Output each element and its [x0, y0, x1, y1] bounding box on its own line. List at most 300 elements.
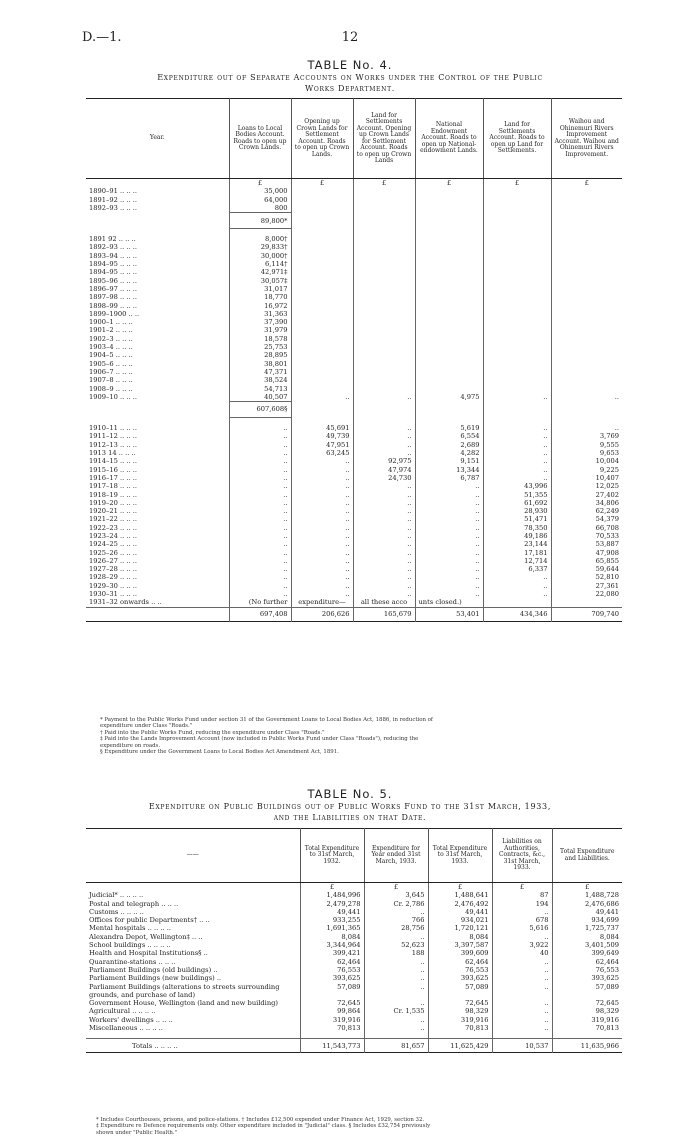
- empty-cell: [291, 326, 353, 334]
- value-cell: ..: [353, 524, 415, 532]
- value-cell: 43,996: [483, 482, 551, 490]
- value-cell: 47,371: [229, 368, 291, 376]
- year-cell: 1921–22 .. .. ..: [89, 515, 138, 524]
- empty-cell: [551, 243, 622, 251]
- value-cell: 62,249: [551, 507, 622, 515]
- table4-col-year: Year.: [86, 99, 229, 179]
- value-cell: 66,708: [551, 524, 622, 532]
- value-cell: 9,151: [415, 457, 483, 465]
- value-cell: ..: [415, 540, 483, 548]
- empty-cell: [483, 252, 551, 260]
- empty-cell: [353, 235, 415, 243]
- empty-cell: [415, 213, 483, 229]
- value-cell: 2,476,492: [428, 900, 492, 908]
- value-cell: 188: [364, 949, 428, 957]
- empty-cell: [353, 351, 415, 359]
- value-cell: 6,554: [415, 432, 483, 440]
- value-cell: ..: [364, 983, 428, 1000]
- value-cell: ..: [551, 424, 622, 432]
- empty-cell: [483, 376, 551, 384]
- table-row: [86, 908, 622, 916]
- value-cell: ..: [415, 491, 483, 499]
- value-cell: ..: [229, 491, 291, 499]
- year-cell: 1920–21 .. .. ..: [89, 507, 138, 516]
- label-cell: Parliament Buildings (alterations to streets surrounding grounds, and purchase of land): [89, 982, 280, 999]
- empty-cell: [291, 204, 353, 213]
- empty-cell: [551, 368, 622, 376]
- value-cell: 34,806: [551, 499, 622, 507]
- footnote: shown under "Public Health.": [96, 1129, 178, 1136]
- year-cell: 1922–23 .. .. ..: [89, 523, 138, 532]
- value-cell: 28,756: [364, 924, 428, 932]
- total-cell: 709,740: [551, 607, 622, 621]
- value-cell: ..: [483, 474, 551, 482]
- table5-col-2: Expenditure for Year ended 31st March, 1933.: [364, 829, 428, 883]
- currency-symbol: £: [492, 883, 552, 892]
- year-cell: 1890–91 .. .. ..: [89, 187, 138, 196]
- total-cell: 11,625,429: [428, 1039, 492, 1053]
- value-cell: ..: [291, 540, 353, 548]
- value-cell: 28,895: [229, 351, 291, 359]
- value-cell: ..: [229, 507, 291, 515]
- empty-cell: [483, 196, 551, 204]
- empty-cell: [353, 285, 415, 293]
- empty-cell: [291, 268, 353, 276]
- value-cell: 2,689: [415, 441, 483, 449]
- label-cell: Quarantine-stations .. .. ..: [89, 957, 176, 966]
- value-cell: ..: [415, 532, 483, 540]
- table5-header-row: [86, 829, 622, 883]
- empty-cell: [483, 268, 551, 276]
- empty-cell: [291, 252, 353, 260]
- value-cell: ..: [229, 540, 291, 548]
- value-cell: Cr. 1,535: [364, 1007, 428, 1015]
- value-cell: ..: [492, 908, 552, 916]
- table-row: [86, 573, 622, 581]
- value-cell: 3,401,509: [552, 941, 622, 949]
- empty-cell: [415, 360, 483, 368]
- value-cell: [483, 598, 551, 607]
- table-row: [86, 243, 622, 251]
- empty-cell: [415, 187, 483, 195]
- value-cell: ..: [483, 449, 551, 457]
- value-cell: 49,441: [300, 908, 364, 916]
- value-cell: ..: [483, 582, 551, 590]
- value-cell: 934,021: [428, 916, 492, 924]
- table-row: [86, 277, 622, 285]
- value-cell: ..: [364, 933, 428, 941]
- value-cell: ..: [353, 424, 415, 432]
- empty-cell: [551, 318, 622, 326]
- value-cell: ..: [364, 1016, 428, 1024]
- table4-col-3: Land for Settlements Account. Opening up Crown Lands for Settlement Account. Roads to open up Crown Lands: [353, 99, 415, 179]
- value-cell: ..: [483, 393, 551, 402]
- value-cell: 98,329: [428, 1007, 492, 1015]
- empty-cell: [415, 385, 483, 393]
- value-cell: 49,441: [428, 908, 492, 916]
- empty-cell: [483, 360, 551, 368]
- table-row: [86, 466, 622, 474]
- total-cell: 434,346: [483, 607, 551, 621]
- empty-cell: [353, 277, 415, 285]
- empty-cell: [415, 343, 483, 351]
- label-cell: Health and Hospital Institutions§ ..: [89, 949, 208, 958]
- value-cell: ..: [415, 507, 483, 515]
- value-cell: 42,971‡: [229, 268, 291, 276]
- value-cell: Cr. 2,786: [364, 900, 428, 908]
- table5-col-4: Liabilities on Authorities, Contracts, &c., 31st March, 1933.: [492, 829, 552, 883]
- footnote: ‡ Expenditure re Defence requirements only. Other expenditure included in "Judicial" class. § Includes £32,754 previously: [96, 1123, 431, 1130]
- table-row: [86, 235, 622, 243]
- empty-cell: [415, 368, 483, 376]
- value-cell: ..: [353, 491, 415, 499]
- table-row: [86, 1016, 622, 1024]
- currency-symbol: £: [415, 179, 483, 188]
- table4-header-row: [86, 99, 622, 179]
- empty-cell: [353, 318, 415, 326]
- year-cell: 1918–19 .. .. ..: [89, 490, 138, 499]
- empty-cell: [551, 277, 622, 285]
- empty-cell: [353, 293, 415, 301]
- value-cell: 8,084: [428, 933, 492, 941]
- value-cell: ..: [229, 565, 291, 573]
- empty-cell: [415, 302, 483, 310]
- empty-cell: [551, 293, 622, 301]
- empty-cell: [291, 368, 353, 376]
- table5-col-5: Total Expenditure and Liabilities.: [552, 829, 622, 883]
- empty-cell: [353, 243, 415, 251]
- table-row: [86, 196, 622, 204]
- empty-cell: [483, 204, 551, 213]
- subtotal-cell: 89,800*: [229, 213, 291, 229]
- value-cell: 9,225: [551, 466, 622, 474]
- value-cell: ..: [229, 457, 291, 465]
- value-cell: ..: [229, 441, 291, 449]
- table4-footnotes: [100, 717, 433, 755]
- year-cell: 1897–98 .. .. ..: [89, 293, 138, 302]
- table5: [86, 828, 622, 1053]
- footnote: expenditure on roads.: [100, 742, 161, 749]
- value-cell: 399,609: [428, 949, 492, 957]
- empty-cell: [551, 343, 622, 351]
- table4-subtitle-1: Expenditure out of Separate Accounts on Works under the Control of the Public: [157, 73, 543, 82]
- total-cell: 53,401: [415, 607, 483, 621]
- value-cell: ..: [291, 393, 353, 402]
- value-cell: 61,692: [483, 499, 551, 507]
- year-cell: 1892–93 .. .. ..: [89, 204, 138, 213]
- value-cell: ..: [492, 1007, 552, 1015]
- value-cell: ..: [483, 573, 551, 581]
- table-row: [86, 335, 622, 343]
- empty-cell: [291, 360, 353, 368]
- empty-cell: [551, 187, 622, 195]
- empty-cell: [291, 376, 353, 384]
- value-cell: 38,524: [229, 376, 291, 384]
- empty-cell: [415, 252, 483, 260]
- total-cell: 81,657: [364, 1039, 428, 1053]
- total-cell: 10,537: [492, 1039, 552, 1053]
- value-cell: 2,476,686: [552, 900, 622, 908]
- value-cell: 37,390: [229, 318, 291, 326]
- table-row: [86, 368, 622, 376]
- table-row: [86, 524, 622, 532]
- table-row: [86, 260, 622, 268]
- table-row: [86, 424, 622, 432]
- value-cell: 399,649: [552, 949, 622, 957]
- footnote: § Expenditure under the Government Loans to Local Bodies Act Amendment Act, 1891.: [100, 749, 339, 756]
- table-row: [86, 268, 622, 276]
- label-cell: Miscellaneous .. .. .. ..: [89, 1024, 163, 1033]
- table-row: [86, 1007, 622, 1015]
- value-cell: 76,553: [300, 966, 364, 974]
- value-cell: 38,801: [229, 360, 291, 368]
- value-cell: 934,699: [552, 916, 622, 924]
- empty-cell: [291, 196, 353, 204]
- label-cell: Workers' dwellings .. .. ..: [89, 1015, 173, 1024]
- value-cell: ..: [353, 590, 415, 598]
- empty-cell: [353, 268, 415, 276]
- value-cell: ..: [353, 482, 415, 490]
- value-cell: 8,084: [300, 933, 364, 941]
- value-cell: 8,000†: [229, 235, 291, 243]
- table-row: [86, 351, 622, 359]
- empty-cell: [415, 351, 483, 359]
- currency-symbol: £: [551, 179, 622, 188]
- year-cell: 1923–24 .. .. ..: [89, 531, 138, 540]
- value-cell: 3,769: [551, 432, 622, 440]
- empty-cell: [483, 187, 551, 195]
- empty-cell: [483, 243, 551, 251]
- year-cell: 1929–30 .. .. ..: [89, 581, 138, 590]
- value-cell: ..: [353, 540, 415, 548]
- table-row: [86, 515, 622, 523]
- value-cell: ..: [364, 974, 428, 982]
- table5-footnotes: [96, 1117, 430, 1136]
- empty-cell: [291, 351, 353, 359]
- value-cell: 319,916: [552, 1016, 622, 1024]
- table-row: [86, 590, 622, 598]
- year-cell: 1910–11 .. .. ..: [89, 424, 138, 433]
- value-cell: 1,691,365: [300, 924, 364, 932]
- value-cell: 51,355: [483, 491, 551, 499]
- empty-cell: [86, 402, 229, 418]
- year-cell: 1911–12 .. .. ..: [89, 432, 138, 441]
- value-cell: 8,084: [552, 933, 622, 941]
- value-cell: 12,025: [551, 482, 622, 490]
- empty-cell: [353, 402, 415, 418]
- empty-cell: [291, 293, 353, 301]
- empty-cell: [353, 187, 415, 195]
- value-cell: 18,578: [229, 335, 291, 343]
- table4: [86, 98, 622, 622]
- table5-col-label: ——: [86, 829, 300, 883]
- value-cell: ..: [291, 515, 353, 523]
- table4-subtitle-2: Works Department.: [304, 84, 396, 93]
- empty-cell: [551, 260, 622, 268]
- value-cell: ..: [492, 983, 552, 1000]
- value-cell: 27,402: [551, 491, 622, 499]
- year-cell: 1912–13 .. .. ..: [89, 440, 138, 449]
- empty-cell: [483, 293, 551, 301]
- value-cell: 319,916: [428, 1016, 492, 1024]
- currency-symbol: £: [353, 179, 415, 188]
- table-row: [86, 941, 622, 949]
- value-cell: ..: [291, 557, 353, 565]
- value-cell: 678: [492, 916, 552, 924]
- value-cell: ..: [229, 590, 291, 598]
- empty-cell: [551, 268, 622, 276]
- value-cell: 766: [364, 916, 428, 924]
- empty-cell: [291, 243, 353, 251]
- value-cell: 72,645: [300, 999, 364, 1007]
- value-cell: ..: [229, 582, 291, 590]
- value-cell: 194: [492, 900, 552, 908]
- table-row: [86, 310, 622, 318]
- label-cell: Postal and telegraph .. .. ..: [89, 899, 179, 908]
- year-cell: 1899–1900 .. ..: [89, 309, 140, 318]
- value-cell: 59,644: [551, 565, 622, 573]
- value-cell: ..: [291, 491, 353, 499]
- value-cell: ..: [483, 457, 551, 465]
- empty-cell: [415, 326, 483, 334]
- empty-cell: [551, 360, 622, 368]
- value-cell: ..: [364, 908, 428, 916]
- value-cell: 63,245: [291, 449, 353, 457]
- table-row: [86, 302, 622, 310]
- currency-row: [86, 179, 622, 188]
- label-cell: Customs .. .. .. ..: [89, 907, 144, 916]
- value-cell: ..: [229, 482, 291, 490]
- value-cell: 40: [492, 949, 552, 957]
- currency-row: [86, 883, 622, 892]
- value-cell: ..: [291, 507, 353, 515]
- empty-cell: [415, 285, 483, 293]
- year-cell: 1925–26 .. .. ..: [89, 548, 138, 557]
- empty-cell: [291, 277, 353, 285]
- empty-cell: [415, 235, 483, 243]
- table-row: [86, 958, 622, 966]
- value-cell: 52,810: [551, 573, 622, 581]
- value-cell: ..: [483, 590, 551, 598]
- empty-cell: [415, 376, 483, 384]
- value-cell: 13,344: [415, 466, 483, 474]
- value-cell: ..: [492, 974, 552, 982]
- empty-cell: [551, 310, 622, 318]
- empty-cell: [415, 293, 483, 301]
- empty-cell: [86, 883, 300, 892]
- year-cell: 1917–18 .. .. ..: [89, 482, 138, 491]
- value-cell: ..: [415, 515, 483, 523]
- table-row: [86, 252, 622, 260]
- value-cell: 47,974: [353, 466, 415, 474]
- value-cell: 22,080: [551, 590, 622, 598]
- value-cell: ..: [229, 474, 291, 482]
- table-row: [86, 974, 622, 982]
- year-cell: 1891 92 .. .. ..: [89, 235, 136, 244]
- empty-cell: [353, 368, 415, 376]
- value-cell: ..: [291, 573, 353, 581]
- table-row: [86, 565, 622, 573]
- value-cell: 78,350: [483, 524, 551, 532]
- value-cell: ..: [492, 999, 552, 1007]
- value-cell: ..: [291, 466, 353, 474]
- value-cell: 30,000†: [229, 252, 291, 260]
- currency-symbol: £: [229, 179, 291, 188]
- value-cell: 17,181: [483, 549, 551, 557]
- year-cell: 1904–5 .. .. ..: [89, 351, 133, 360]
- value-cell: ..: [415, 524, 483, 532]
- subtotal-row: [86, 213, 622, 229]
- value-cell: ..: [364, 958, 428, 966]
- value-cell: ..: [291, 549, 353, 557]
- label-cell: Alexandra Depot, Wellington‡ .. ..: [89, 932, 203, 941]
- table-row: [86, 1024, 622, 1032]
- year-cell: 1894–95 .. .. ..: [89, 260, 138, 269]
- value-cell: ..: [551, 393, 622, 402]
- value-cell: ..: [353, 557, 415, 565]
- value-cell: 99,864: [300, 1007, 364, 1015]
- year-cell: 1906–7 .. .. ..: [89, 367, 133, 376]
- table-row: [86, 474, 622, 482]
- table-row: [86, 891, 622, 899]
- table-row: [86, 385, 622, 393]
- empty-cell: [551, 196, 622, 204]
- value-cell: 24,730: [353, 474, 415, 482]
- year-cell: 1915–16 .. .. ..: [89, 465, 138, 474]
- empty-cell: [291, 187, 353, 195]
- value-cell: 70,813: [552, 1024, 622, 1032]
- total-cell: 165,679: [353, 607, 415, 621]
- value-cell: 52,623: [364, 941, 428, 949]
- table5-col-3: Total Expenditure to 31st March, 1933.: [428, 829, 492, 883]
- value-cell: ..: [353, 507, 415, 515]
- table-row: [86, 457, 622, 465]
- value-cell: ..: [291, 482, 353, 490]
- table-row: [86, 999, 622, 1007]
- value-cell: ..: [229, 424, 291, 432]
- table4-col-1: Loans to Local Bodies Account. Roads to open up Crown Lands.: [229, 99, 291, 179]
- empty-cell: [483, 351, 551, 359]
- value-cell: 70,533: [551, 532, 622, 540]
- value-cell: 16,972: [229, 302, 291, 310]
- year-cell: 1916–17 .. .. ..: [89, 473, 138, 482]
- total-cell: 11,635,966: [552, 1039, 622, 1053]
- empty-cell: [551, 402, 622, 418]
- closed-row: [86, 598, 622, 607]
- footnote: ‡ Paid into the Lands Improvement Account (now included in Public Works Fund under Class "Roads"), reducing the: [100, 736, 419, 743]
- value-cell: ..: [229, 549, 291, 557]
- currency-symbol: £: [291, 179, 353, 188]
- totals-label: Totals .. .. .. ..: [86, 1039, 300, 1053]
- value-cell: ..: [415, 557, 483, 565]
- empty-cell: [483, 326, 551, 334]
- empty-cell: [551, 326, 622, 334]
- value-cell: 72,645: [552, 999, 622, 1007]
- value-cell: ..: [353, 532, 415, 540]
- value-cell: 87: [492, 891, 552, 899]
- empty-cell: [551, 235, 622, 243]
- table-row: [86, 949, 622, 957]
- value-cell: 9,653: [551, 449, 622, 457]
- year-cell: 1900–1 .. .. ..: [89, 318, 133, 327]
- value-cell: ..: [415, 482, 483, 490]
- table-row: [86, 293, 622, 301]
- empty-cell: [353, 326, 415, 334]
- totals-row: [86, 1039, 622, 1053]
- table-row: [86, 557, 622, 565]
- value-cell: 25,753: [229, 343, 291, 351]
- value-cell: 62,464: [300, 958, 364, 966]
